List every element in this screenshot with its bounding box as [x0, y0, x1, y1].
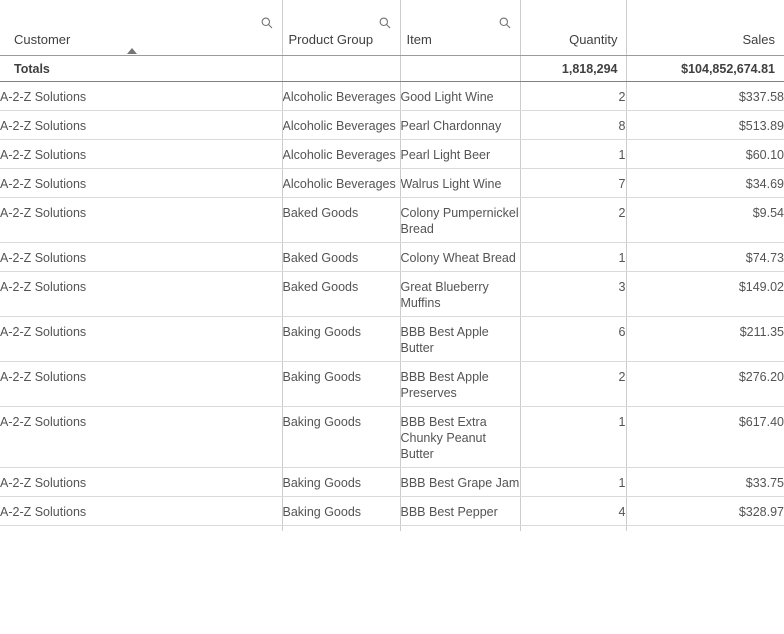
cell-product-group[interactable]: Alcoholic Beverages: [282, 82, 400, 111]
cell-product-group[interactable]: Alcoholic Beverages: [282, 111, 400, 140]
column-header-item[interactable]: [400, 0, 520, 56]
column-header-sales[interactable]: [626, 0, 784, 56]
table-row: [0, 140, 784, 169]
column-header-product-group[interactable]: [282, 0, 400, 56]
cell-customer[interactable]: A-2-Z Solutions: [0, 272, 282, 317]
table-row: [0, 169, 784, 198]
cell-quantity: 1: [520, 468, 626, 497]
sort-ascending-icon: [127, 48, 137, 54]
cell-item[interactable]: Great Blueberry Muffins: [400, 272, 520, 317]
cell-sales: $337.58: [626, 82, 784, 111]
table-body: [0, 82, 784, 526]
cell-product-group[interactable]: Baking Goods: [282, 362, 400, 407]
cell-customer[interactable]: A-2-Z Solutions: [0, 198, 282, 243]
cell-sales: $60.10: [626, 140, 784, 169]
cell-sales: $9.54: [626, 198, 784, 243]
partial-row-section: [0, 526, 784, 532]
cell-quantity: 2: [520, 198, 626, 243]
cell-quantity: 2: [520, 362, 626, 407]
column-header-label: Quantity: [569, 32, 618, 47]
cell-item[interactable]: Pearl Chardonnay: [400, 111, 520, 140]
cell-product-group[interactable]: Alcoholic Beverages: [282, 169, 400, 198]
column-header-label: Product Group: [288, 32, 374, 47]
cell-quantity: 8: [520, 111, 626, 140]
column-header-quantity[interactable]: [520, 0, 626, 56]
cell-product-group[interactable]: Baking Goods: [282, 317, 400, 362]
column-header-label: Sales: [742, 32, 775, 47]
search-icon[interactable]: [499, 17, 511, 29]
cell-item[interactable]: Colony Wheat Bread: [400, 243, 520, 272]
search-icon[interactable]: [379, 17, 391, 29]
table-row: [0, 317, 784, 362]
cell-quantity: 1: [520, 243, 626, 272]
table-row: [0, 468, 784, 497]
cell-customer[interactable]: A-2-Z Solutions: [0, 243, 282, 272]
table-row-partial: [0, 526, 784, 532]
cell-customer[interactable]: A-2-Z Solutions: [0, 82, 282, 111]
table-header: [0, 0, 784, 56]
cell-item[interactable]: Good Light Wine: [400, 82, 520, 111]
cell-quantity: 2: [520, 82, 626, 111]
cell-quantity: 1: [520, 407, 626, 468]
cell-sales: $34.69: [626, 169, 784, 198]
totals-cell-product-group: [282, 56, 400, 82]
totals-label: Totals: [0, 56, 282, 82]
totals-row: [0, 56, 784, 82]
column-header-label: Customer: [14, 32, 71, 47]
cell-customer[interactable]: A-2-Z Solutions: [0, 362, 282, 407]
cell-item[interactable]: Pearl Light Beer: [400, 140, 520, 169]
table-row: [0, 407, 784, 468]
cell-customer[interactable]: A-2-Z Solutions: [0, 407, 282, 468]
cell-product-group[interactable]: Alcoholic Beverages: [282, 140, 400, 169]
cell-item[interactable]: Walrus Light Wine: [400, 169, 520, 198]
table-row: [0, 243, 784, 272]
search-icon[interactable]: [261, 17, 273, 29]
totals-section: [0, 56, 784, 82]
table-row: [0, 362, 784, 407]
totals-quantity: 1,818,294: [520, 56, 626, 82]
cell-customer[interactable]: A-2-Z Solutions: [0, 468, 282, 497]
table-row: [0, 198, 784, 243]
column-header-label: Item: [406, 32, 432, 47]
cell-item[interactable]: BBB Best Apple Preserves: [400, 362, 520, 407]
table-row: [0, 497, 784, 526]
cell-customer[interactable]: A-2-Z Solutions: [0, 111, 282, 140]
cell-sales: $617.40: [626, 407, 784, 468]
cell-sales: $513.89: [626, 111, 784, 140]
cell-sales: $328.97: [626, 497, 784, 526]
cell-customer[interactable]: A-2-Z Solutions: [0, 317, 282, 362]
cell-product-group[interactable]: Baked Goods: [282, 243, 400, 272]
header-row: [0, 0, 784, 56]
cell-sales: $33.75: [626, 468, 784, 497]
cell-sales: $211.35: [626, 317, 784, 362]
table-row: [0, 272, 784, 317]
cell-product-group[interactable]: Baked Goods: [282, 272, 400, 317]
cell-quantity: 7: [520, 169, 626, 198]
cell-item[interactable]: Colony Pumpernickel Bread: [400, 198, 520, 243]
cell-product-group[interactable]: Baking Goods: [282, 407, 400, 468]
cell-customer[interactable]: A-2-Z Solutions: [0, 169, 282, 198]
totals-cell-item: [400, 56, 520, 82]
cell-sales: $74.73: [626, 243, 784, 272]
cell-sales: $276.20: [626, 362, 784, 407]
totals-sales: $104,852,674.81: [626, 56, 784, 82]
table-row: [0, 111, 784, 140]
cell-item[interactable]: BBB Best Grape Jam: [400, 468, 520, 497]
column-header-customer[interactable]: [0, 0, 282, 56]
cell-quantity: 4: [520, 497, 626, 526]
cell-quantity: 3: [520, 272, 626, 317]
cell-product-group[interactable]: Baking Goods: [282, 468, 400, 497]
cell-item[interactable]: BBB Best Pepper: [400, 497, 520, 526]
cell-customer[interactable]: A-2-Z Solutions: [0, 140, 282, 169]
cell-quantity: 1: [520, 140, 626, 169]
cell-quantity: 6: [520, 317, 626, 362]
cell-item[interactable]: BBB Best Extra Chunky Peanut Butter: [400, 407, 520, 468]
table-row: [0, 82, 784, 111]
cell-product-group[interactable]: Baked Goods: [282, 198, 400, 243]
cell-product-group[interactable]: Baking Goods: [282, 497, 400, 526]
cell-item[interactable]: BBB Best Apple Butter: [400, 317, 520, 362]
cell-customer[interactable]: A-2-Z Solutions: [0, 497, 282, 526]
cell-sales: $149.02: [626, 272, 784, 317]
